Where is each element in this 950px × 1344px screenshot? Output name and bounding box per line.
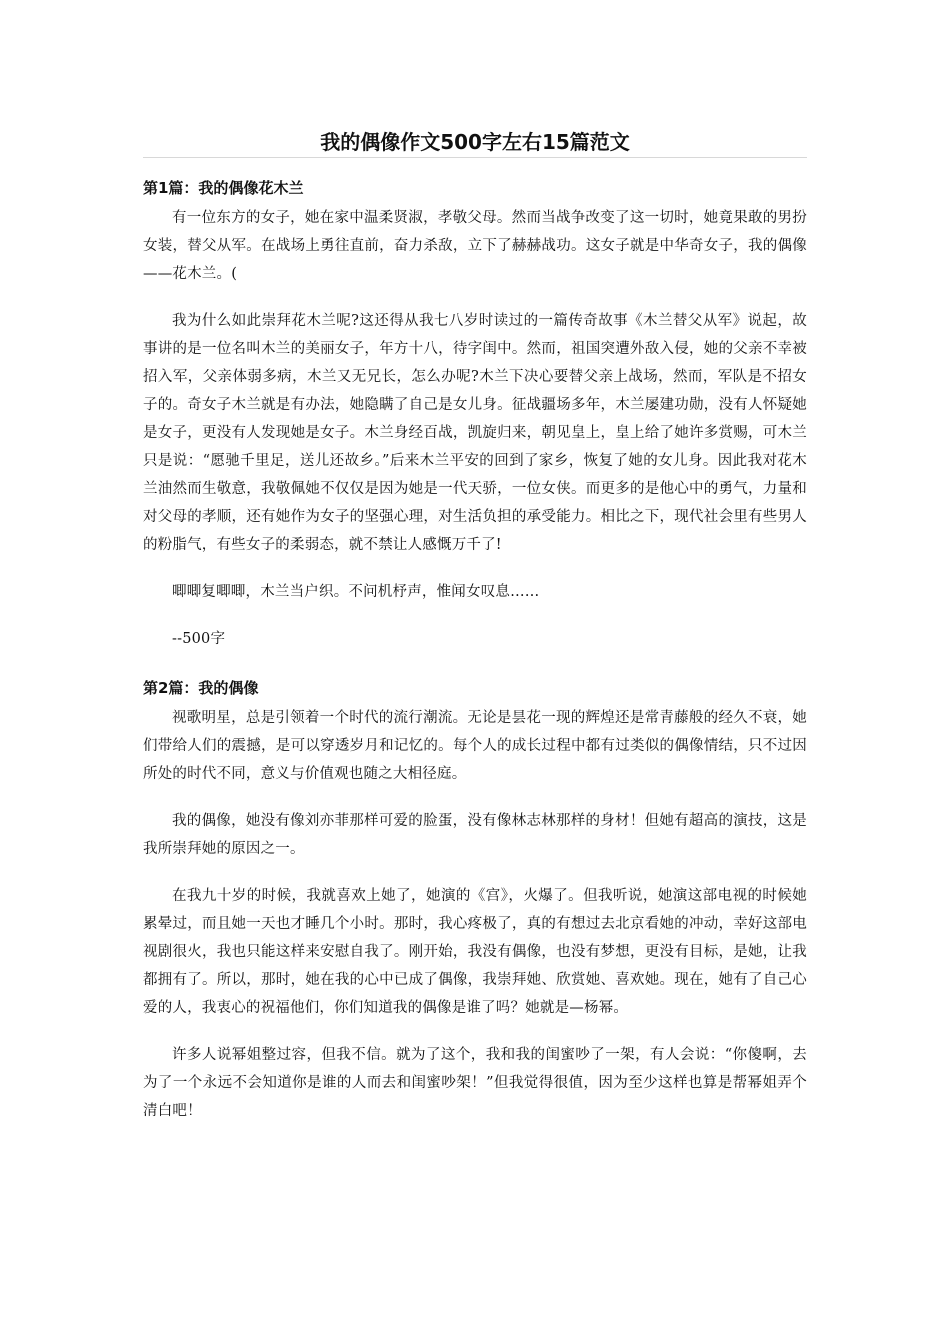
paragraph: 唧唧复唧唧，木兰当户织。不问机杼声，惟闻女叹息…… (172, 584, 540, 600)
essay-section-1 (143, 176, 807, 653)
word-count-note: --500字 (172, 631, 226, 647)
document-body (143, 176, 807, 1144)
paragraph: 许多人说幂姐整过容，但我不信。就为了这个，我和我的闺蜜吵了一架，有人会说：“你傻啊，去为了一个永远不会知道你是谁的人而去和闺蜜吵架！”但我觉得很值，因为至少这样也算是帮幂姐弄个清白吧！ (143, 1047, 807, 1119)
essay-section-2 (143, 676, 807, 1125)
paragraph: 在我九十岁的时候，我就喜欢上她了，她演的《宫》，火爆了。但我听说，她演这部电视的时候她累晕过，而且她一天也才睡几个小时。那时，我心疼极了，真的有想过去北京看她的冲动，幸好这部电视剧很火，我也只能这样来安慰自我了。刚开始，我没有偶像，也没有梦想，更没有目标，是她，让我都拥有了。所以，那时，她在我的心中已成了偶像，我崇拜她、欣赏她、喜欢她。现在，她有了自己心爱的人，我衷心的祝福他们，你们知道我的偶像是谁了吗？她就是—杨幂。 (143, 888, 807, 1016)
paragraph: 我为什么如此崇拜花木兰呢?这还得从我七八岁时读过的一篇传奇故事《木兰替父从军》说起，故事讲的是一位名叫木兰的美丽女子，年方十八，待字闺中。然而，祖国突遭外敌入侵，她的父亲不幸被招入军，父亲体弱多病，木兰又无兄长，怎么办呢?木兰下决心要替父亲上战场，然而，军队是不招女子的。奇女子木兰就是有办法，她隐瞒了自己是女儿身。征战疆场多年，木兰屡建功勋，没有人怀疑她是女子，更没有人发现她是女子。木兰身经百战，凯旋归来，朝见皇上，皇上给了她许多赏赐，可木兰只是说：“愿驰千里足，送儿还故乡。”后来木兰平安的回到了家乡，恢复了她的女儿身。因此我对花木兰油然而生敬意，我敬佩她不仅仅是因为她是一代天骄，一位女侠。而更多的是他心中的勇气，力量和对父母的孝顺，还有她作为女子的坚强心理，对生活负担的承受能力。相比之下，现代社会里有些男人的粉脂气，有些女子的柔弱态，就不禁让人感慨万千了! (143, 313, 807, 553)
paragraph: 我的偶像，她没有像刘亦菲那样可爱的脸蛋，没有像林志林那样的身材！但她有超高的演技，这是我所崇拜她的原因之一。 (143, 813, 807, 857)
section-heading: 第1篇：我的偶像花木兰 (143, 179, 304, 197)
document-title: 我的偶像作文500字左右15篇范文 (320, 130, 630, 154)
title-divider (143, 157, 807, 158)
paragraph: 有一位东方的女子，她在家中温柔贤淑，孝敬父母。然而当战争改变了这一切时，她竟果敢的男扮女装，替父从军。在战场上勇往直前，奋力杀敌，立下了赫赫战功。这女子就是中华奇女子，我的偶像——花木兰。( (143, 210, 807, 282)
paragraph: 视歌明星，总是引领着一个时代的流行潮流。无论是昙花一现的辉煌还是常青藤般的经久不衰，她们带给人们的震撼，是可以穿透岁月和记忆的。每个人的成长过程中都有过类似的偶像情结，只不过因所处的时代不同，意义与价值观也随之大相径庭。 (143, 710, 807, 782)
section-heading: 第2篇：我的偶像 (143, 679, 259, 697)
